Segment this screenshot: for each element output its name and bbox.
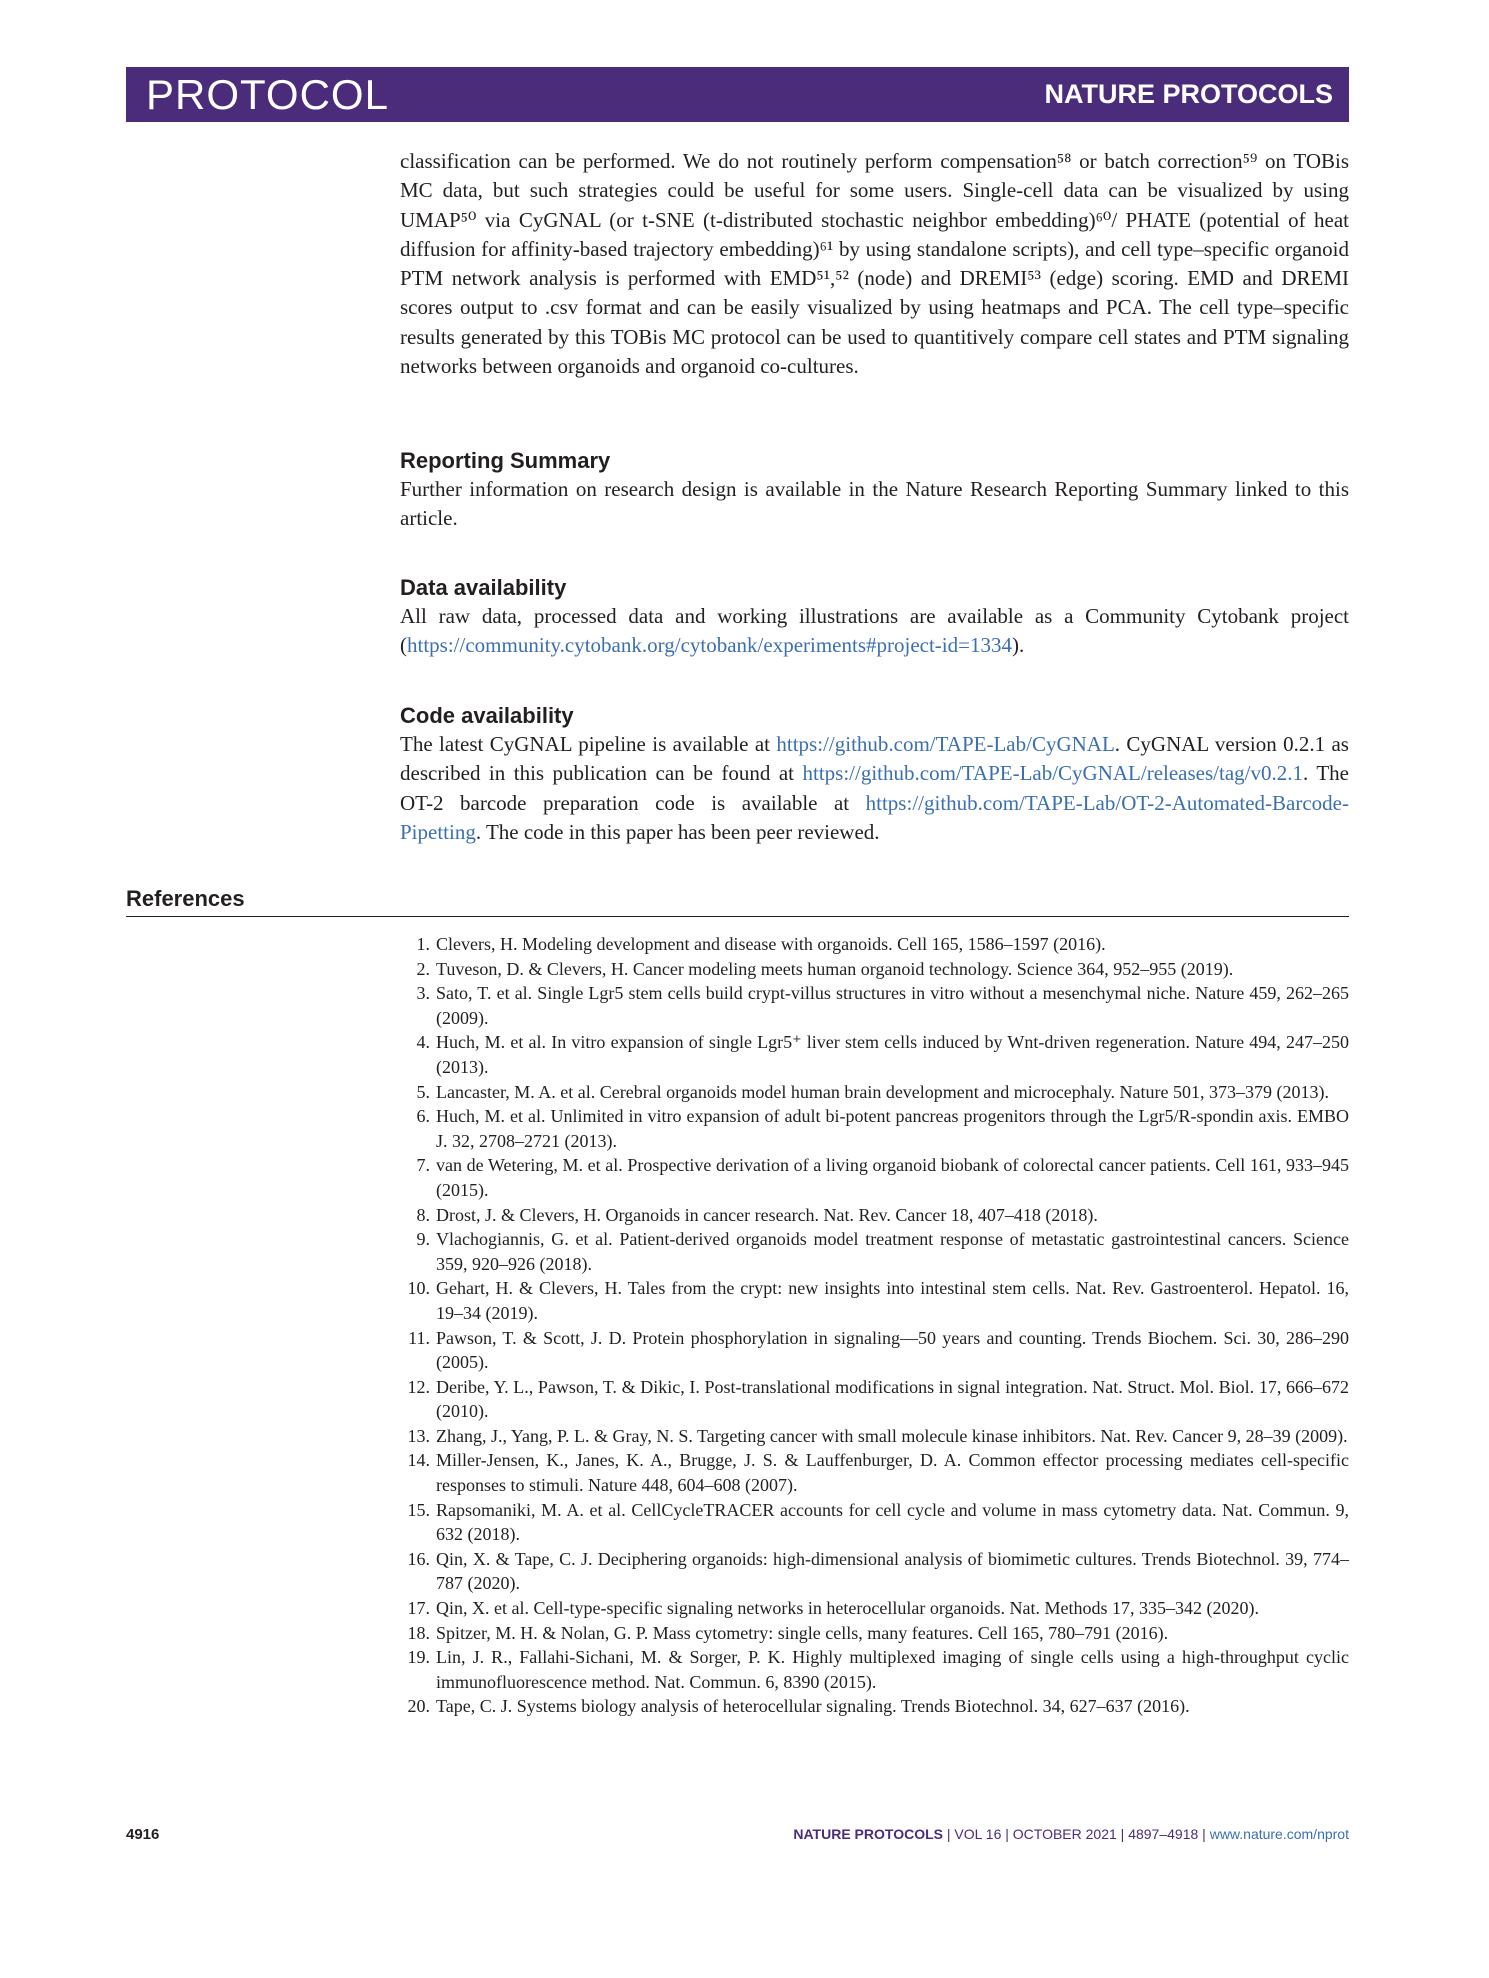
reference-item bbox=[400, 1227, 1349, 1276]
reference-item bbox=[400, 957, 1349, 982]
page-number: 4916 bbox=[126, 1826, 160, 1843]
reference-number: 4. bbox=[416, 1032, 430, 1053]
reference-number: 14. bbox=[407, 1450, 430, 1471]
reference-number: 12. bbox=[407, 1376, 430, 1397]
intro-block bbox=[400, 147, 1349, 381]
reference-item bbox=[400, 1276, 1349, 1325]
reference-item bbox=[400, 1424, 1349, 1449]
references-heading: References bbox=[126, 886, 245, 911]
reference-number: 17. bbox=[407, 1598, 430, 1619]
reference-text: Qin, X. et al. Cell-type-specific signaling networks in heterocellular organoids. Nat. Methods 17, 335–342 (2020). bbox=[436, 1598, 1259, 1619]
reference-item bbox=[400, 1326, 1349, 1375]
reference-text: Miller-Jensen, K., Janes, K. A., Brugge, J. S. & Lauffenburger, D. A. Common effector processing mediates cell-specific responses to stimuli. Nature 448, 604–608 (2007). bbox=[436, 1450, 1349, 1496]
section-label: PROTOCOL bbox=[146, 70, 389, 118]
reference-item bbox=[400, 1621, 1349, 1646]
reference-item bbox=[400, 1448, 1349, 1497]
reporting-summary-heading: Reporting Summary bbox=[400, 448, 611, 473]
reference-number: 8. bbox=[416, 1204, 430, 1225]
references-heading-bar bbox=[126, 886, 1349, 917]
reference-number: 19. bbox=[407, 1647, 430, 1668]
page-header-banner bbox=[126, 67, 1349, 122]
reference-item bbox=[400, 1547, 1349, 1596]
reference-number: 9. bbox=[416, 1229, 430, 1250]
reference-text: Zhang, J., Yang, P. L. & Gray, N. S. Targeting cancer with small molecule kinase inhibitors. Nat. Rev. Cancer 9, 28–39 (2009). bbox=[436, 1425, 1348, 1446]
reference-item bbox=[400, 1498, 1349, 1547]
reference-text: Qin, X. & Tape, C. J. Deciphering organoids: high-dimensional analysis of biomimetic cultures. Trends Biotechnol. 39, 774–787 (2020). bbox=[436, 1548, 1349, 1594]
data-availability-text-end: ). bbox=[1011, 633, 1025, 658]
reference-item bbox=[400, 1153, 1349, 1202]
cygnal-release-link[interactable]: https://github.com/TAPE-Lab/CyGNAL/releases/tag/v0.2.1 bbox=[802, 761, 1303, 786]
reference-item bbox=[400, 1104, 1349, 1153]
reference-text: Lancaster, M. A. et al. Cerebral organoids model human brain development and microcephaly. Nature 501, 373–379 (2013). bbox=[436, 1081, 1330, 1102]
reference-item bbox=[400, 932, 1349, 957]
reference-item bbox=[400, 981, 1349, 1030]
cygnal-repo-link[interactable]: https://github.com/TAPE-Lab/CyGNAL bbox=[776, 732, 1115, 756]
reference-number: 11. bbox=[408, 1327, 430, 1348]
footer-journal: NATURE PROTOCOLS bbox=[793, 1826, 943, 1842]
reference-list bbox=[400, 932, 1349, 1719]
intro-paragraph: classification can be performed. We do not routinely perform compensation⁵⁸ or batch correction⁵⁹ on TOBis MC data, but such strategies could be useful for some users. Single-cell data can be visualized by using UMAP⁵⁰ via CyGNAL (or t-SNE (t-distributed stochastic neighbor embedding)⁶⁰/ PHATE (potential of heat diffusion for affinity-based trajectory embedding)⁶¹ by using standalone scripts), and cell type–specific organoid PTM network analysis is performed with EMD⁵¹,⁵² (node) and DREMI⁵³ (edge) scoring. EMD and DREMI scores output to .csv format and can be easily visualized by using heatmaps and PCA. The cell type–specific results generated by this TOBis MC protocol can be used to quantitively compare cell states and PTM signaling networks between organoids and organoid co-cultures. bbox=[400, 149, 1349, 379]
reference-text: Lin, J. R., Fallahi-Sichani, M. & Sorger, P. K. Highly multiplexed imaging of single cells using a high-throughput cyclic immunofluorescence method. Nat. Commun. 6, 8390 (2015). bbox=[436, 1647, 1349, 1692]
reporting-summary-section bbox=[400, 446, 1349, 534]
footer-citation bbox=[793, 1826, 1349, 1842]
ot2-repo-link[interactable]: https://github.com/TAPE-Lab/OT-2-Automated-Barcode-Pipetting bbox=[400, 790, 1349, 844]
reference-number: 3. bbox=[416, 983, 430, 1004]
code-availability-heading: Code availability bbox=[400, 703, 574, 728]
reference-number: 6. bbox=[416, 1106, 430, 1127]
reference-number: 18. bbox=[407, 1622, 430, 1643]
reference-number: 2. bbox=[416, 958, 430, 979]
code-availability-section bbox=[400, 701, 1349, 847]
reference-text: Huch, M. et al. In vitro expansion of single Lgr5⁺ liver stem cells induced by Wnt-driven regeneration. Nature 494, 247–250 (2013). bbox=[436, 1032, 1349, 1077]
reference-text: Deribe, Y. L., Pawson, T. & Dikic, I. Post-translational modifications in signal integration. Nat. Struct. Mol. Biol. 17, 666–672 (2010). bbox=[436, 1376, 1349, 1422]
reference-text: Pawson, T. & Scott, J. D. Protein phosphorylation in signaling—50 years and counting. Trends Biochem. Sci. 30, 286–290 (2005). bbox=[436, 1327, 1349, 1373]
reference-item bbox=[400, 1375, 1349, 1424]
code-text-4: . The code in this paper has been peer reviewed. bbox=[475, 819, 880, 844]
reference-number: 1. bbox=[416, 934, 430, 954]
reference-number: 15. bbox=[407, 1499, 430, 1520]
reference-number: 10. bbox=[407, 1278, 430, 1299]
reference-text: van de Wetering, M. et al. Prospective derivation of a living organoid biobank of colorectal cancer patients. Cell 161, 933–945 (2015). bbox=[436, 1155, 1349, 1200]
data-availability-heading: Data availability bbox=[400, 575, 567, 600]
journal-name: NATURE PROTOCOLS bbox=[1044, 79, 1333, 109]
reference-number: 13. bbox=[407, 1425, 430, 1446]
reference-number: 7. bbox=[416, 1155, 430, 1176]
reference-text: Huch, M. et al. Unlimited in vitro expansion of adult bi-potent pancreas progenitors through the Lgr5/R-spondin axis. EMBO J. 32, 2708–2721 (2013). bbox=[436, 1106, 1349, 1151]
reference-text: Rapsomaniki, M. A. et al. CellCycleTRACER accounts for cell cycle and volume in mass cytometry data. Nat. Commun. 9, 632 (2018). bbox=[436, 1499, 1349, 1545]
data-availability-text-start: All raw data, processed data and working illustrations are available as a Community Cytobank project ( bbox=[400, 604, 1349, 658]
reference-item bbox=[400, 1645, 1349, 1694]
code-text-2: . CyGNAL version 0.2.1 as described in this publication can be found at bbox=[400, 732, 1349, 786]
reference-text: Sato, T. et al. Single Lgr5 stem cells build crypt-villus structures in vitro without a mesenchymal niche. Nature 459, 262–265 (2009). bbox=[436, 983, 1349, 1028]
reference-item bbox=[400, 1203, 1349, 1228]
code-availability-text bbox=[400, 730, 1349, 847]
reference-item bbox=[400, 1694, 1349, 1719]
reference-number: 5. bbox=[416, 1081, 430, 1102]
footer-url-link[interactable]: www.nature.com/nprot bbox=[1209, 1826, 1349, 1842]
reference-text: Spitzer, M. H. & Nolan, G. P. Mass cytometry: single cells, many features. Cell 165, 780–791 (2016). bbox=[436, 1622, 1169, 1643]
reference-text: Drost, J. & Clevers, H. Organoids in cancer research. Nat. Rev. Cancer 18, 407–418 (2018). bbox=[436, 1204, 1098, 1225]
cytobank-project-link[interactable]: https://community.cytobank.org/cytobank/experiments#project-id=1334 bbox=[407, 633, 1012, 658]
reference-item bbox=[400, 1030, 1349, 1079]
data-availability-section bbox=[400, 573, 1349, 661]
data-availability-text bbox=[400, 602, 1349, 661]
reference-text: Clevers, H. Modeling development and disease with organoids. Cell 165, 1586–1597 (2016). bbox=[436, 934, 1106, 954]
reporting-summary-text: Further information on research design is available in the Nature Research Reporting Summary linked to this article. bbox=[400, 477, 1349, 531]
reference-number: 20. bbox=[407, 1696, 430, 1717]
footer-details: | VOL 16 | OCTOBER 2021 | 4897–4918 | bbox=[942, 1826, 1210, 1842]
code-text-1: The latest CyGNAL pipeline is available at bbox=[400, 732, 777, 756]
code-text-3: . The OT-2 barcode preparation code is available at bbox=[400, 761, 1349, 815]
reference-text: Vlachogiannis, G. et al. Patient-derived organoids model treatment response of metastatic gastrointestinal cancers. Science 359, 920–926 (2018). bbox=[436, 1229, 1349, 1274]
reference-item bbox=[400, 1596, 1349, 1621]
reference-text: Tuveson, D. & Clevers, H. Cancer modeling meets human organoid technology. Science 364, 952–955 (2019). bbox=[436, 958, 1234, 979]
reference-text: Tape, C. J. Systems biology analysis of heterocellular signaling. Trends Biotechnol. 34, 627–637 (2016). bbox=[436, 1696, 1190, 1717]
reference-number: 16. bbox=[407, 1548, 430, 1569]
reference-item bbox=[400, 1080, 1349, 1105]
reference-text: Gehart, H. & Clevers, H. Tales from the crypt: new insights into intestinal stem cells. Nat. Rev. Gastroenterol. Hepatol. 16, 19–34 (2019). bbox=[436, 1278, 1349, 1323]
